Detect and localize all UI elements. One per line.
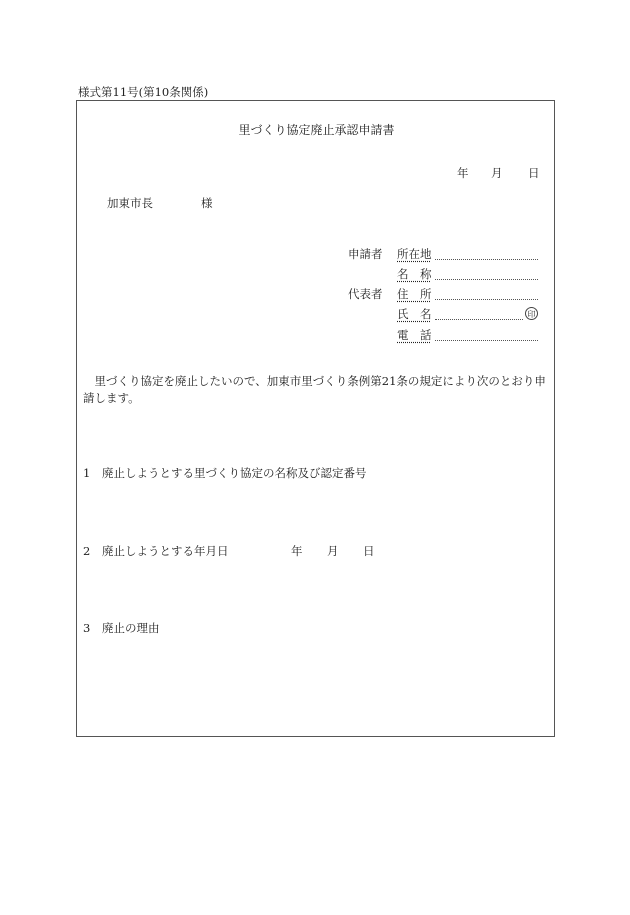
item-3 [83,620,159,636]
item-2-label: 廃止しようとする年月日 [101,544,229,558]
representative-address-label: 住 所 [397,287,432,301]
item-2-month: 月 [327,544,339,558]
representative-name-line [435,319,523,320]
item-2-day: 日 [363,544,375,558]
representative-address-line [435,299,538,300]
date-month: 月 [491,166,503,180]
date-year: 年 [457,166,469,180]
item-2 [83,543,228,559]
application-form [76,100,555,737]
applicant-address-label: 所在地 [397,247,432,261]
form-number: 様式第11号(第10条関係) [78,85,209,99]
applicant-address-line [435,259,538,260]
representative-phone-line [435,340,538,341]
item-1 [83,465,366,481]
applicant-label: 申請者 [348,247,383,261]
seal-mark: 印 [525,307,538,320]
item-2-number: 2 [83,544,91,558]
item-1-number: 1 [83,466,91,480]
addressee-suffix: 様 [201,196,213,210]
item-3-number: 3 [83,621,91,635]
representative-label: 代表者 [348,287,383,301]
date-day: 日 [528,166,540,180]
representative-phone-label: 電 話 [397,328,432,342]
addressee-name: 加東市長 [107,196,153,210]
item-2-year: 年 [291,544,303,558]
item-3-label: 廃止の理由 [101,621,160,635]
applicant-name-line [435,279,538,280]
representative-name-label: 氏 名 [397,307,432,321]
form-title: 里づくり協定廃止承認申請書 [238,123,395,137]
application-statement: 里づくり協定を廃止したいので、加東市里づくり条例第21条の規定により次のとおり申請します。 [83,374,546,405]
item-1-label: 廃止しようとする里づくり協定の名称及び認定番号 [101,466,367,480]
applicant-name-label: 名 称 [397,267,432,281]
